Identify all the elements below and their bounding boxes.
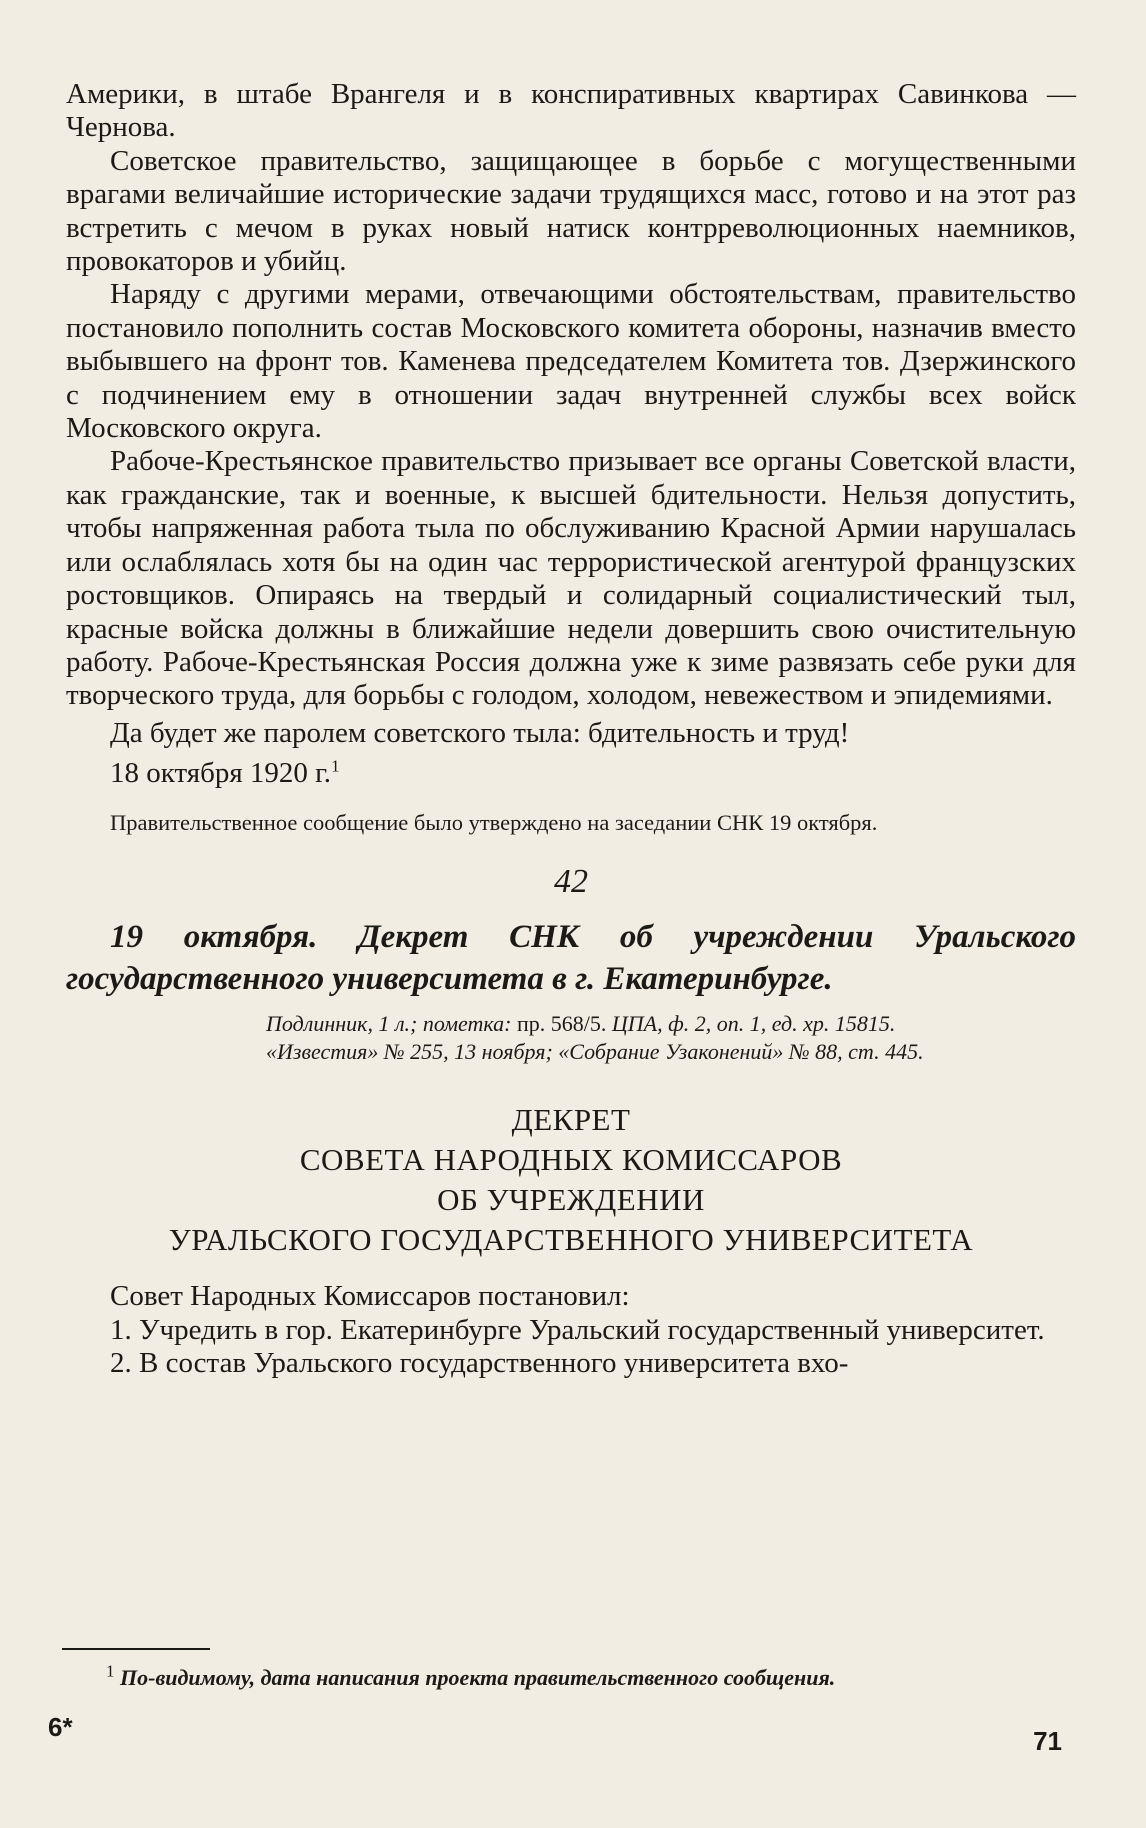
title-line: УРАЛЬСКОГО ГОСУДАРСТВЕННОГО УНИВЕРСИТЕТА: [168, 1222, 974, 1258]
paragraph: Рабоче-Крестьянское правительство призывает все органы Советской власти, как гражданские, так и военные, к высшей бдительности. Нельзя допустить, чтобы напряженная работа тыла по обслуживанию Красной Армии нарушалась или ослаблялась хотя бы на один час террористической агентурой французских ростовщиков. Опираясь на твердый и солидарный социалистический тыл, красные войска должны в ближайшие недели довершить свою очистительную работу. Рабоче-Крестьянская Россия должна уже к зиме развязать себе руки для творческого труда, для борьбы с голодом, холодом, невежеством и эпидемиями.: [66, 445, 1076, 712]
signature-mark: 6*: [48, 1712, 73, 1742]
footnote: [62, 1661, 1076, 1692]
decree-body: [66, 1280, 1076, 1380]
document-heading: 19 октября. Декрет СНК об учреждении Уральского государственного университета в г. Екатеринбурге.: [66, 919, 1076, 998]
decree-title: [66, 1100, 1076, 1260]
source-reference: [66, 1010, 1076, 1038]
footnote-divider: [62, 1648, 210, 1650]
paragraph-continuation: Америки, в штабе Врангеля и в конспиративных квартирах Савинкова — Чернова.: [66, 78, 1076, 144]
paragraph: Советское правительство, защищающее в борьбе с могущественными врагами величайшие исторические задачи трудящихся масс, готово и на этот раз встретить с мечом в руках новый натиск контрреволюционных наемников, провокаторов и убийц.: [66, 144, 1076, 278]
title-line: ОБ УЧРЕЖДЕНИИ: [437, 1182, 705, 1218]
title-line: ДЕКРЕТ: [511, 1102, 631, 1138]
page-number: 71: [1033, 1726, 1062, 1756]
source-part: ЦПА, ф. 2, оп. 1, ед. хр. 15815.: [611, 1011, 896, 1037]
footnote-mark: 1: [106, 1661, 115, 1681]
decree-paragraph: Совет Народных Комиссаров постановил:: [110, 1280, 630, 1313]
editorial-note: Правительственное сообщение было утверждено на заседании СНК 19 октября.: [110, 810, 878, 836]
footnote-ref: 1: [331, 756, 340, 776]
footnote-text: По-видимому, дата написания проекта правительственного сообщения.: [120, 1665, 836, 1690]
paragraph: Да будет же паролем советского тыла: бдительность и труд!: [110, 716, 850, 749]
date-line: [66, 756, 1076, 790]
decree-paragraph: 1. Учредить в гор. Екатеринбурге Уральский государственный университет.: [110, 1313, 1045, 1346]
document-number: 42: [554, 863, 588, 901]
decree-paragraph: 2. В состав Уральского государственного университета вхо-: [110, 1346, 849, 1379]
publication-reference: [66, 1038, 1076, 1066]
paragraph: Наряду с другими мерами, отвечающими обстоятельствам, правительство постановило пополнить состав Московского комитета обороны, назначив вместо выбывшего на фронт тов. Каменева председателем Комитета тов. Дзержинского с подчинением ему в отношении задач внутренней службы всех войск Московского округа.: [66, 278, 1076, 445]
title-line: СОВЕТА НАРОДНЫХ КОМИССАРОВ: [299, 1142, 843, 1178]
date-text: 18 октября 1920 г.: [110, 757, 332, 790]
source-part: Подлинник, 1 л.; пометка:: [266, 1011, 512, 1037]
source-part: «Известия» № 255, 13 ноября; «Собрание Узаконений» № 88, ст. 445.: [266, 1039, 924, 1065]
main-column: [66, 78, 1076, 1380]
source-part: пр. 568/5.: [511, 1011, 612, 1037]
